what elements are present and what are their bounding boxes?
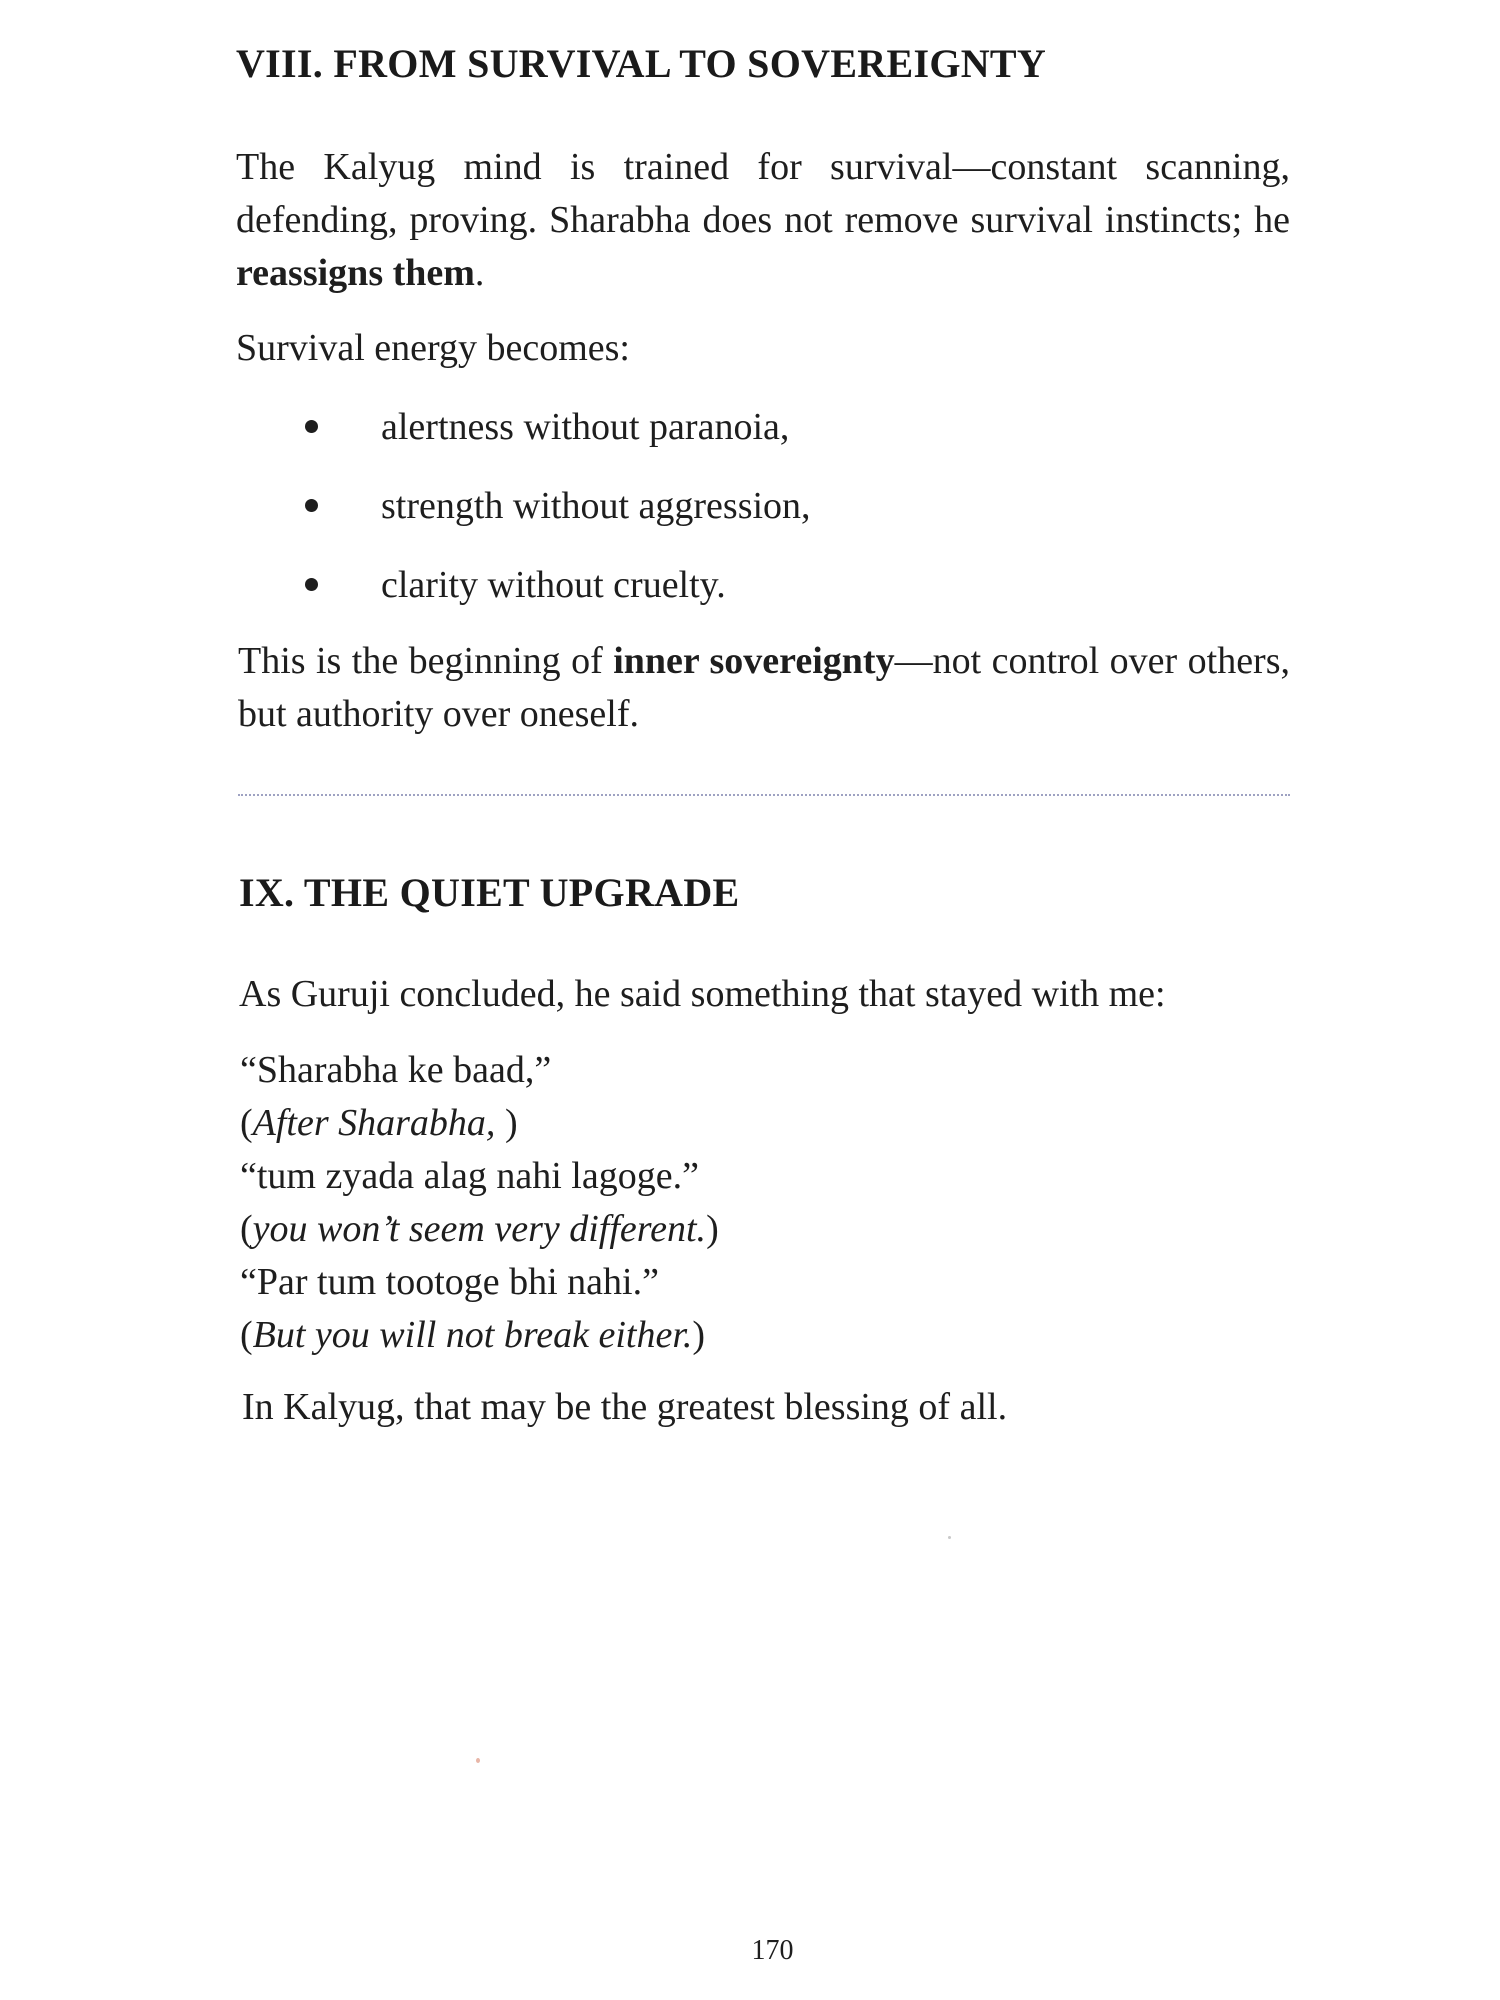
translation-text: But you will not break either. <box>252 1314 693 1356</box>
list-item-text: clarity without cruelty. <box>381 564 726 606</box>
scan-speck <box>948 1536 951 1539</box>
quote-line: “Sharabha ke baad,” <box>240 1049 552 1091</box>
translation-text: you won’t seem very different. <box>252 1208 707 1250</box>
section-9-closing: In Kalyug, that may be the greatest blessing of all. <box>242 1386 1008 1428</box>
section-8-paragraph-3 <box>238 635 1290 741</box>
translation-line: (After Sharabha, ) <box>240 1102 518 1144</box>
translation-line: (you won’t seem very different.) <box>240 1208 719 1250</box>
quote-line: “Par tum tootoge bhi nahi.” <box>240 1261 659 1303</box>
section-8-paragraph-1 <box>236 141 1290 300</box>
section-9-heading: IX. THE QUIET UPGRADE <box>239 870 740 915</box>
para1-bold-text: reassigns them <box>236 252 475 294</box>
para3-text: This is the beginning of <box>238 640 614 682</box>
quote-block <box>240 1044 1292 1362</box>
list-item-text: alertness without paranoia, <box>381 406 790 448</box>
para3-bold-text: inner sovereignty <box>613 640 895 682</box>
section-9-intro: As Guruji concluded, he said something that stayed with me: <box>239 973 1166 1015</box>
bullet-icon <box>305 578 318 591</box>
bullet-icon <box>305 499 318 512</box>
quote-line: “tum zyada alag nahi lagoge.” <box>240 1155 699 1197</box>
section-8-paragraph-2: Survival energy becomes: <box>236 327 630 369</box>
translation-text: After Sharabha, <box>252 1102 505 1144</box>
scan-speck <box>476 1758 480 1763</box>
bullet-icon <box>305 420 318 433</box>
para3-end-text: —not control over others, but authority over oneself. <box>238 640 1290 735</box>
section-8-heading: VIII. FROM SURVIVAL TO SOVEREIGNTY <box>236 41 1047 86</box>
para1-text: The Kalyug mind is trained for survival—constant scanning, defending, proving. Sharabha does not remove survival instincts; he <box>236 146 1290 241</box>
page-number: 170 <box>751 1935 794 1966</box>
list-item-text: strength without aggression, <box>381 485 811 527</box>
section-divider <box>238 794 1290 796</box>
translation-line: (But you will not break either.) <box>240 1314 706 1356</box>
para1-end-text: . <box>474 252 485 294</box>
